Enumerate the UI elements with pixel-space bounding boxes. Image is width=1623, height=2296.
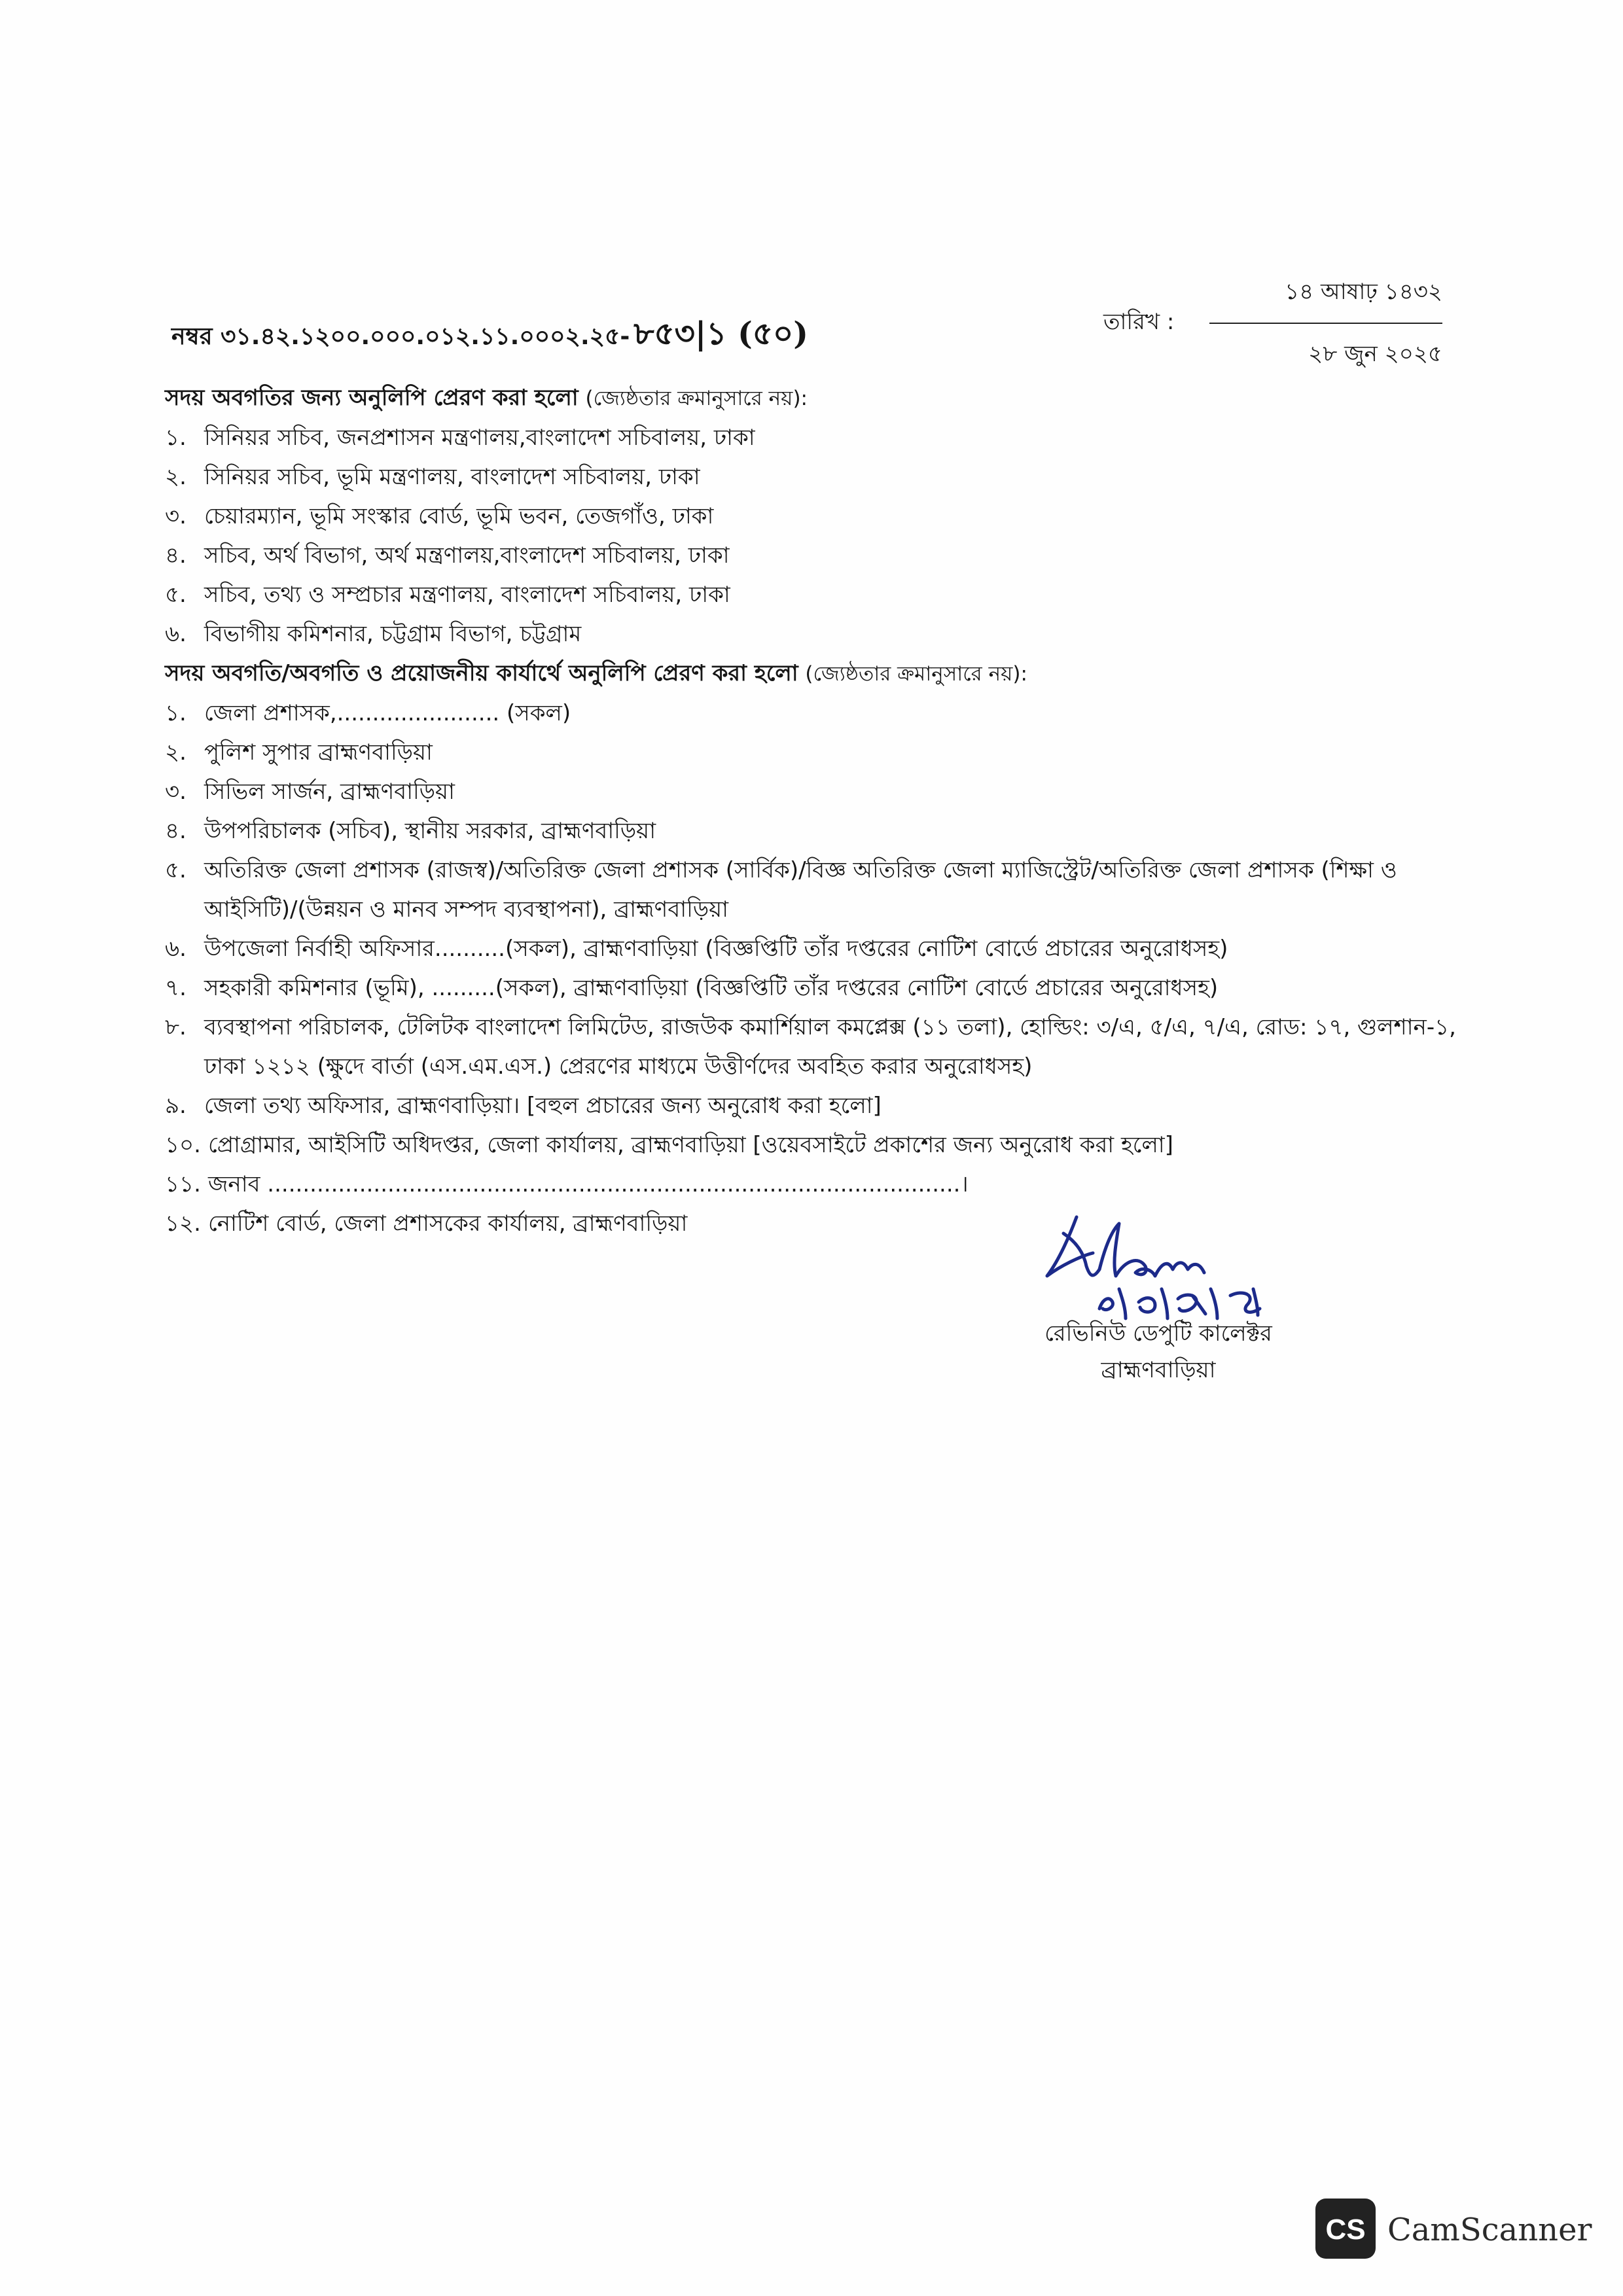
camscanner-brand: CamScanner [1387,2212,1592,2248]
item-text: নোটিশ বোর্ড, জেলা প্রশাসকের কার্যালয়, ব্রাহ্মণবাড়িয়া [208,1210,688,1237]
camscanner-logo-icon [1313,2196,1378,2261]
signer-place: ব্রাহ্মণবাড়িয়া [1101,1357,1216,1383]
item-number: ৭. [165,975,187,1001]
item-text: জেলা প্রশাসক,....................... (সকল) [204,700,571,726]
section2-heading-note: (জ্যেষ্ঠতার ক্রমানুসারে নয়): [805,662,1027,686]
item-number: ১. [165,700,187,726]
item-text: সচিব, তথ্য ও সম্প্রচার মন্ত্রণালয়, বাংলাদেশ সচিবালয়, ঢাকা [204,582,730,608]
item-number: ১১. [165,1171,201,1197]
item-text: সিনিয়র সচিব, জনপ্রশাসন মন্ত্রণালয়,বাংলাদেশ সচিবালয়, ঢাকা [204,425,755,451]
section1-heading-note: (জ্যেষ্ঠতার ক্রমানুসারে নয়): [585,387,808,410]
distribution-list [165,378,1461,1243]
section2-item [165,811,1461,851]
section2-item [165,1125,1461,1165]
item-text: প্রোগ্রামার, আইসিটি অধিদপ্তর, জেলা কার্যালয়, ব্রাহ্মণবাড়িয়া [ওয়েবসাইটে প্রকাশের জন্য অনুরোধ করা হলো] [208,1132,1173,1158]
section1-heading-text: সদয় অবগতির জন্য অনুলিপি প্রেরণ করা হলো [165,385,579,411]
item-number: ১২. [165,1210,201,1237]
section2-heading [165,654,1461,694]
section2-item [165,694,1461,733]
item-number: ৩. [165,779,187,805]
section2-item [165,851,1461,929]
item-text: সিনিয়র সচিব, ভূমি মন্ত্রণালয়, বাংলাদেশ সচিবালয়, ঢাকা [204,464,700,490]
item-number: ৫. [165,582,187,608]
item-number: ২. [165,464,187,490]
camscanner-logo-text: CS [1325,2214,1366,2246]
item-text: জনাব ..................................................................................................। [208,1171,969,1197]
date-divider [1209,323,1442,324]
item-number: ৫. [165,857,187,883]
section2-item [165,1086,1461,1125]
section1-item [165,457,1461,497]
section2-heading-text: সদয় অবগতি/অবগতি ও প্রয়োজনীয় কার্যার্থে অনুলিপি প্রেরণ করা হলো [165,660,798,686]
item-text: উপপরিচালক (সচিব), স্থানীয় সরকার, ব্রাহ্মণবাড়িয়া [204,818,656,844]
section1-item [165,418,1461,457]
item-text: চেয়ারম্যান, ভূমি সংস্কার বোর্ড, ভূমি ভবন, তেজগাঁও, ঢাকা [204,503,714,529]
memo-number-text: নম্বর ৩১.৪২.১২০০.০০০.০১২.১১.০০০২.২৫- [171,323,630,350]
item-text: সিভিল সার্জন, ব্রাহ্মণবাড়িয়া [204,779,455,805]
item-text: ব্যবস্থাপনা পরিচালক, টেলিটক বাংলাদেশ লিমিটেড, রাজউক কমার্শিয়াল কমপ্লেক্স (১১ তলা), হোল্ডিং: ৩/এ, ৫/এ, ৭/এ, রোড: ১৭, গুলশান-১, ঢাকা ১২১২ (ক্ষুদে বার্তা (এস.এম.এস.) প্রেরণের মাধ্যমে উত্তীর্ণদের অবহিত করার অনুরোধসহ) [204,1014,1456,1080]
handwritten-signature [1021,1204,1322,1328]
date-label: তারিখ : [1103,309,1175,335]
section1-heading [165,378,1461,418]
item-number: ৬. [165,621,187,647]
section2-item [165,733,1461,772]
item-number: ৬. [165,936,187,962]
item-number: ৩. [165,503,187,529]
section2-item [165,772,1461,811]
signer-block [1021,1315,1296,1388]
section1-item [165,536,1461,575]
item-number: ৪. [165,818,187,844]
item-number: ১০. [165,1132,201,1158]
item-text: উপজেলা নির্বাহী অফিসার..........(সকল), ব্রাহ্মণবাড়িয়া (বিজ্ঞপ্তিটি তাঁর দপ্তরের নোটিশ বোর্ডে প্রচারের অনুরোধসহ) [204,936,1228,962]
date-bangla: ১৪ আষাঢ় ১৪৩২ [1285,279,1442,305]
section1-item [165,575,1461,614]
signer-designation: রেভিনিউ ডেপুটি কালেক্টর [1044,1320,1272,1347]
item-number: ২. [165,739,187,766]
memo-number-handwritten: ৮৫৩|১ (৫০) [633,315,808,352]
section2-item [165,968,1461,1008]
date-block [1209,275,1442,374]
item-text: পুলিশ সুপার ব্রাহ্মণবাড়িয়া [204,739,433,766]
memo-number [171,310,808,362]
item-number: ৯. [165,1093,187,1119]
item-number: ৪. [165,542,187,569]
section2-item [165,1008,1461,1086]
section2-item [165,929,1461,968]
section2-item [165,1165,1461,1204]
item-number: ৮. [165,1014,187,1040]
item-text: বিভাগীয় কমিশনার, চট্টগ্রাম বিভাগ, চট্টগ্রাম [204,621,582,647]
section1-item [165,614,1461,654]
item-text: সচিব, অর্থ বিভাগ, অর্থ মন্ত্রণালয়,বাংলাদেশ সচিবালয়, ঢাকা [204,542,730,569]
item-text: জেলা তথ্য অফিসার, ব্রাহ্মণবাড়িয়া। [বহুল প্রচারের জন্য অনুরোধ করা হলো] [204,1093,882,1119]
item-text: সহকারী কমিশনার (ভূমি), .........(সকল), ব্রাহ্মণবাড়িয়া (বিজ্ঞপ্তিটি তাঁর দপ্তরের নোটিশ বোর্ডে প্রচারের অনুরোধসহ) [204,975,1219,1001]
date-english: ২৮ জুন ২০২৫ [1308,341,1442,367]
section1-item [165,497,1461,536]
item-number: ১. [165,425,187,451]
item-text: অতিরিক্ত জেলা প্রশাসক (রাজস্ব)/অতিরিক্ত জেলা প্রশাসক (সার্বিক)/বিজ্ঞ অতিরিক্ত জেলা ম্যাজিস্ট্রেট/অতিরিক্ত জেলা প্রশাসক (শিক্ষা ও আইসিটি)/(উন্নয়ন ও মানব সম্পদ ব্যবস্থাপনা), ব্রাহ্মণবাড়িয়া [204,857,1397,923]
